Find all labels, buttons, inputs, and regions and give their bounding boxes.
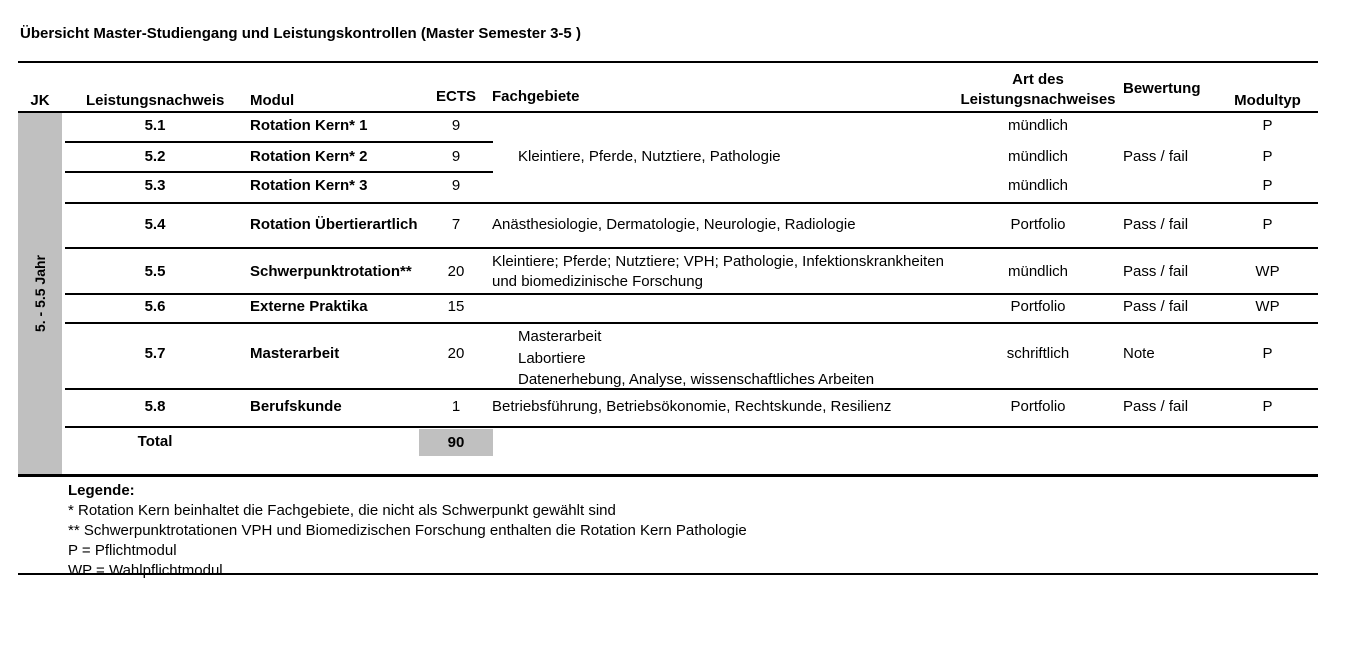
row-5-6-nr: 5.6 <box>144 298 166 315</box>
page-title: Übersicht Master-Studiengang und Leistungskontrollen (Master Semester 3-5 ) <box>20 25 581 42</box>
col-header-art-line1: Art des <box>1012 71 1064 88</box>
row-5-5-modul: Schwerpunktrotation** <box>250 263 412 280</box>
table-top-rule <box>18 61 1318 63</box>
row-5-2-modultyp: P <box>1262 148 1273 165</box>
jk-year-label: 5. - 5.5 Jahr <box>32 254 48 333</box>
group-5-1-3-bewertung: Pass / fail <box>1123 148 1189 165</box>
row-5-7-fachgebiete-line3: Datenerhebung, Analyse, wissenschaftliches Arbeiten <box>518 371 875 388</box>
row-5-7-fachgebiete-line1: Masterarbeit <box>518 328 602 345</box>
row-5-8-modultyp: P <box>1262 398 1273 415</box>
row-5-5-fachgebiete <box>492 252 944 292</box>
row-5-4-art: Portfolio <box>1010 216 1066 233</box>
table-bottom-rule <box>18 474 1318 477</box>
row-divider <box>65 202 1318 204</box>
row-5-7-ects: 20 <box>447 345 465 362</box>
row-5-2-nr: 5.2 <box>144 148 166 165</box>
total-label: Total <box>137 433 173 450</box>
row-5-8-fachgebiete: Betriebsführung, Betriebsökonomie, Rechtskunde, Resilienz <box>492 398 892 415</box>
col-header-bewertung: Bewertung <box>1123 80 1201 97</box>
row-5-4-modul: Rotation Übertierartlich <box>250 216 418 233</box>
col-header-art <box>945 70 1131 110</box>
legend-title: Legende: <box>68 482 135 499</box>
row-5-7-bewertung: Note <box>1123 345 1155 362</box>
row-5-5-art: mündlich <box>1007 263 1069 280</box>
col-header-jk: JK <box>30 92 50 109</box>
col-header-modul: Modul <box>250 92 295 109</box>
legend-item-p: P = Pflichtmodul <box>68 542 177 559</box>
row-5-4-nr: 5.4 <box>144 216 166 233</box>
row-5-7-nr: 5.7 <box>144 345 166 362</box>
row-5-5-nr: 5.5 <box>144 263 166 280</box>
row-5-6-modultyp: WP <box>1255 298 1280 315</box>
row-5-1-modultyp: P <box>1262 117 1273 134</box>
row-divider <box>65 171 493 173</box>
group-5-1-3-fachgebiete: Kleintiere, Pferde, Nutztiere, Pathologie <box>518 148 781 165</box>
col-header-leistungsnachweis: Leistungsnachweis <box>86 92 225 109</box>
row-5-2-ects: 9 <box>451 148 461 165</box>
row-5-1-nr: 5.1 <box>144 117 166 134</box>
row-5-5-fachgebiete-line2: und biomedizinische Forschung <box>492 273 703 290</box>
total-ects-value: 90 <box>447 434 465 451</box>
row-5-1-ects: 9 <box>451 117 461 134</box>
col-header-modultyp: Modultyp <box>1234 92 1301 109</box>
row-5-8-bewertung: Pass / fail <box>1123 398 1189 415</box>
legend <box>68 481 747 581</box>
row-5-2-art: mündlich <box>1007 148 1069 165</box>
row-5-7-modul: Masterarbeit <box>250 345 340 362</box>
row-5-6-bewertung: Pass / fail <box>1123 298 1189 315</box>
row-5-6-ects: 15 <box>447 298 465 315</box>
row-5-4-bewertung: Pass / fail <box>1123 216 1189 233</box>
row-5-6-modul: Externe Praktika <box>250 298 368 315</box>
row-5-7-modultyp: P <box>1262 345 1273 362</box>
col-header-ects: ECTS <box>435 88 476 105</box>
total-ects-box <box>419 429 493 456</box>
legend-item-schwerpunktrotationen: ** Schwerpunktrotationen VPH und Biomedizischen Forschung enthalten die Rotation Kern Pathologie <box>68 522 747 539</box>
row-5-3-ects: 9 <box>451 177 461 194</box>
row-5-7-art: schriftlich <box>1006 345 1070 362</box>
row-5-5-ects: 20 <box>447 263 465 280</box>
row-5-3-nr: 5.3 <box>144 177 166 194</box>
legend-item-rotation-kern: * Rotation Kern beinhaltet die Fachgebiete, die nicht als Schwerpunkt gewählt sind <box>68 502 616 519</box>
row-divider <box>65 322 1318 324</box>
row-5-5-bewertung: Pass / fail <box>1123 263 1189 280</box>
row-5-1-modul: Rotation Kern* 1 <box>250 117 368 134</box>
col-header-fachgebiete: Fachgebiete <box>492 88 580 105</box>
row-5-4-fachgebiete: Anästhesiologie, Dermatologie, Neurologie, Radiologie <box>492 216 856 233</box>
row-divider <box>65 141 493 143</box>
row-5-1-art: mündlich <box>1007 117 1069 134</box>
row-5-7-fachgebiete <box>518 326 874 391</box>
row-5-5-modultyp: WP <box>1255 263 1280 280</box>
row-5-8-modul: Berufskunde <box>250 398 342 415</box>
row-divider <box>65 293 1318 295</box>
jk-year-bar <box>18 113 62 474</box>
row-5-3-art: mündlich <box>1007 177 1069 194</box>
header-bottom-rule <box>18 111 1318 113</box>
row-5-5-fachgebiete-line1: Kleintiere; Pferde; Nutztiere; VPH; Pathologie, Infektionskrankheiten <box>492 253 944 270</box>
row-5-4-modultyp: P <box>1262 216 1273 233</box>
row-5-3-modul: Rotation Kern* 3 <box>250 177 368 194</box>
legend-item-wp: WP = Wahlpflichtmodul <box>68 562 223 579</box>
row-5-4-ects: 7 <box>451 216 461 233</box>
row-5-8-ects: 1 <box>451 398 461 415</box>
row-5-2-modul: Rotation Kern* 2 <box>250 148 368 165</box>
row-divider <box>65 247 1318 249</box>
row-divider <box>65 426 1318 428</box>
row-5-8-art: Portfolio <box>1010 398 1066 415</box>
row-5-8-nr: 5.8 <box>144 398 166 415</box>
col-header-art-line2: Leistungsnachweises <box>960 91 1116 108</box>
row-5-6-art: Portfolio <box>1010 298 1066 315</box>
row-5-3-modultyp: P <box>1262 177 1273 194</box>
row-5-7-fachgebiete-line2: Labortiere <box>518 349 586 367</box>
